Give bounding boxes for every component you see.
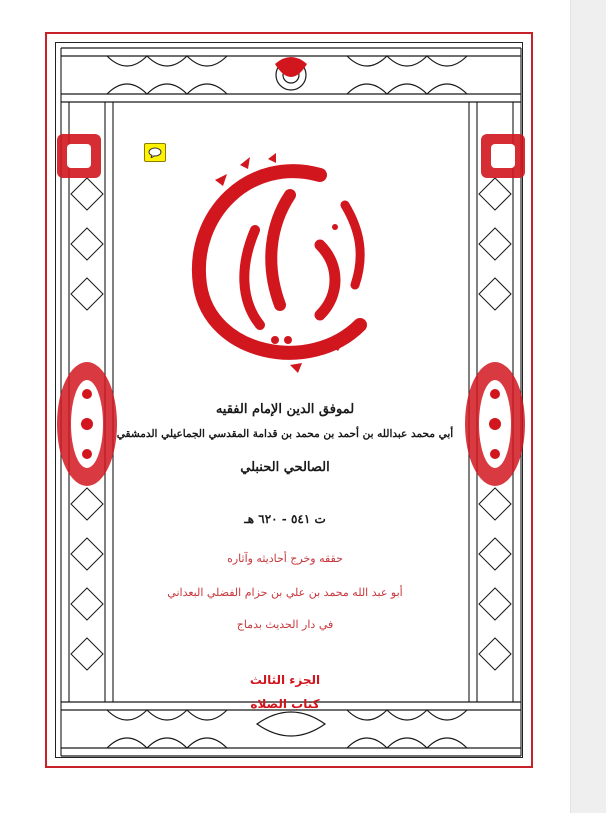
- editor-name: أبو عبد الله محمد بن علي بن حزام الفضلي البعداني: [167, 586, 403, 599]
- speech-bubble-icon: [148, 147, 162, 158]
- comment-icon[interactable]: [144, 143, 166, 162]
- author-nisba-line: الصالحي الحنبلي: [240, 460, 330, 475]
- author-title-line: لموفق الدين الإمام الفقيه: [215, 402, 355, 417]
- calligraphic-title-artwork: [170, 135, 390, 385]
- editor-place: في دار الحديث بدماج: [236, 618, 334, 631]
- editor-credit: حققه وخرج أحاديثه وآثاره: [227, 552, 343, 565]
- book-label: كتاب الصلاة: [250, 697, 320, 711]
- volume-label: الجزء الثالث: [249, 673, 321, 687]
- author-name-line: أبي محمد عبدالله بن أحمد بن محمد بن قدامة المقدسي الجماعيلي الدمشقي: [116, 428, 454, 440]
- side-panel-scrollbar[interactable]: [570, 0, 606, 813]
- author-dates: ت ٥٤١ - ٦٢٠ هـ: [244, 512, 326, 526]
